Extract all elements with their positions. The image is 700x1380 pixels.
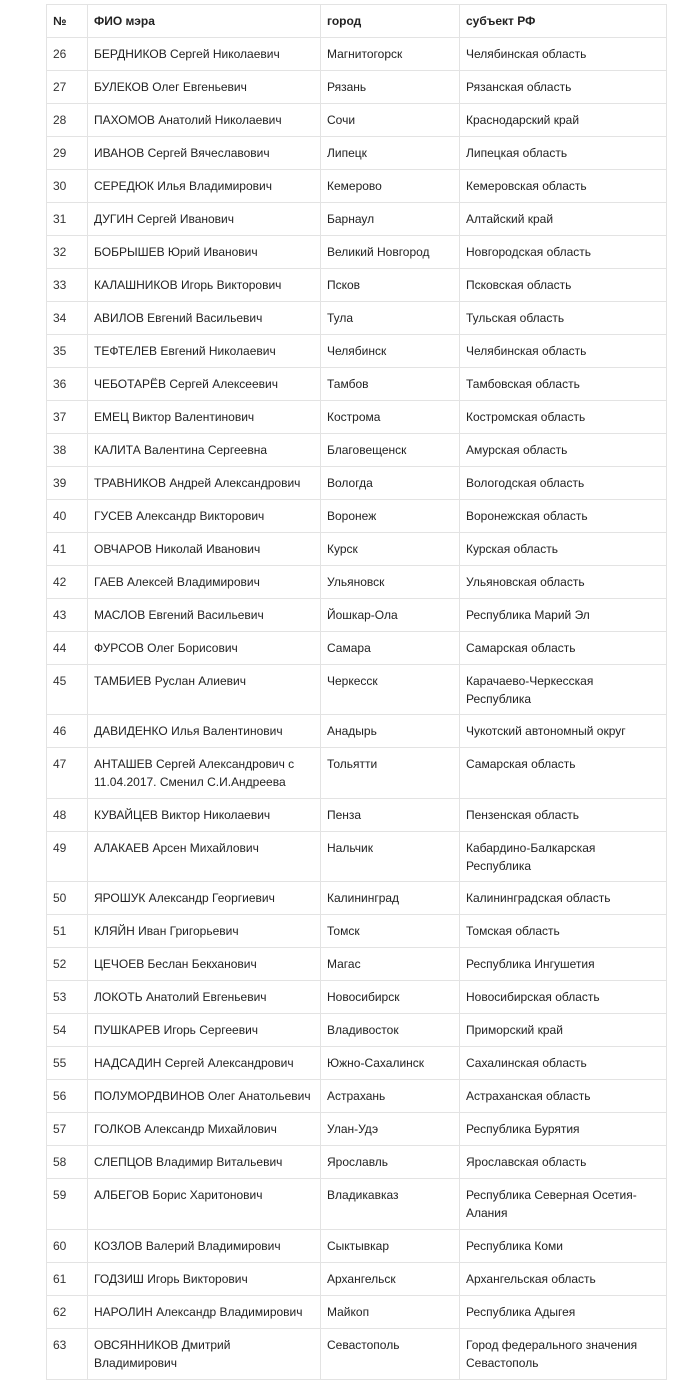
row-number: 28 bbox=[47, 104, 88, 137]
mayor-name: ТАМБИЕВ Руслан Алиевич bbox=[88, 665, 321, 715]
row-number: 57 bbox=[47, 1113, 88, 1146]
row-number: 43 bbox=[47, 599, 88, 632]
mayor-name: ОВЧАРОВ Николай Иванович bbox=[88, 533, 321, 566]
region: Вологодская область bbox=[460, 467, 667, 500]
mayor-name: МАСЛОВ Евгений Васильевич bbox=[88, 599, 321, 632]
city: Пенза bbox=[321, 799, 460, 832]
table-row bbox=[47, 104, 667, 137]
table-row bbox=[47, 434, 667, 467]
header-mayor-name: ФИО мэра bbox=[88, 5, 321, 38]
row-number: 39 bbox=[47, 467, 88, 500]
city: Псков bbox=[321, 269, 460, 302]
table-row bbox=[47, 71, 667, 104]
mayor-name: ГОДЗИШ Игорь Викторович bbox=[88, 1263, 321, 1296]
city: Новосибирск bbox=[321, 981, 460, 1014]
region: Тульская область bbox=[460, 302, 667, 335]
mayor-name: ДУГИН Сергей Иванович bbox=[88, 203, 321, 236]
row-number: 50 bbox=[47, 882, 88, 915]
region: Республика Адыгея bbox=[460, 1296, 667, 1329]
city: Барнаул bbox=[321, 203, 460, 236]
region: Сахалинская область bbox=[460, 1047, 667, 1080]
row-number: 37 bbox=[47, 401, 88, 434]
city: Астрахань bbox=[321, 1080, 460, 1113]
row-number: 27 bbox=[47, 71, 88, 104]
row-number: 58 bbox=[47, 1146, 88, 1179]
city: Севастополь bbox=[321, 1329, 460, 1380]
table-row bbox=[47, 566, 667, 599]
table-row bbox=[47, 1080, 667, 1113]
mayor-name: АЛБЕГОВ Борис Харитонович bbox=[88, 1179, 321, 1230]
mayor-name: КАЛАШНИКОВ Игорь Викторович bbox=[88, 269, 321, 302]
region: Республика Марий Эл bbox=[460, 599, 667, 632]
table-row bbox=[47, 170, 667, 203]
city: Архангельск bbox=[321, 1263, 460, 1296]
header-region: субъект РФ bbox=[460, 5, 667, 38]
table-body bbox=[47, 38, 667, 1380]
region: Тамбовская область bbox=[460, 368, 667, 401]
table-row bbox=[47, 599, 667, 632]
table-row bbox=[47, 269, 667, 302]
row-number: 59 bbox=[47, 1179, 88, 1230]
city: Улан-Удэ bbox=[321, 1113, 460, 1146]
table-row bbox=[47, 1146, 667, 1179]
table-row bbox=[47, 981, 667, 1014]
region: Город федерального значения Севастополь bbox=[460, 1329, 667, 1380]
row-number: 36 bbox=[47, 368, 88, 401]
region: Республика Бурятия bbox=[460, 1113, 667, 1146]
table-row bbox=[47, 715, 667, 748]
region: Республика Ингушетия bbox=[460, 948, 667, 981]
header-number: № bbox=[47, 5, 88, 38]
row-number: 30 bbox=[47, 170, 88, 203]
region: Приморский край bbox=[460, 1014, 667, 1047]
mayor-name: ТЕФТЕЛЕВ Евгений Николаевич bbox=[88, 335, 321, 368]
mayor-name: ГАЕВ Алексей Владимирович bbox=[88, 566, 321, 599]
city: Магнитогорск bbox=[321, 38, 460, 71]
table-row bbox=[47, 533, 667, 566]
mayor-name: ПОЛУМОРДВИНОВ Олег Анатольевич bbox=[88, 1080, 321, 1113]
mayors-table-container bbox=[46, 4, 666, 1380]
region: Новосибирская область bbox=[460, 981, 667, 1014]
row-number: 31 bbox=[47, 203, 88, 236]
row-number: 54 bbox=[47, 1014, 88, 1047]
city: Черкесск bbox=[321, 665, 460, 715]
mayors-table bbox=[46, 4, 667, 1380]
row-number: 45 bbox=[47, 665, 88, 715]
table-row bbox=[47, 1179, 667, 1230]
row-number: 61 bbox=[47, 1263, 88, 1296]
mayor-name: АНТАШЕВ Сергей Александрович с 11.04.2017. Сменил С.И.Андреева bbox=[88, 748, 321, 799]
region: Челябинская область bbox=[460, 335, 667, 368]
city: Майкоп bbox=[321, 1296, 460, 1329]
table-row bbox=[47, 882, 667, 915]
mayor-name: КАЛИТА Валентина Сергеевна bbox=[88, 434, 321, 467]
row-number: 52 bbox=[47, 948, 88, 981]
city: Курск bbox=[321, 533, 460, 566]
table-header-row bbox=[47, 5, 667, 38]
table-row bbox=[47, 748, 667, 799]
mayor-name: ЕМЕЦ Виктор Валентинович bbox=[88, 401, 321, 434]
row-number: 51 bbox=[47, 915, 88, 948]
city: Южно-Сахалинск bbox=[321, 1047, 460, 1080]
mayor-name: ЧЕБОТАРЁВ Сергей Алексеевич bbox=[88, 368, 321, 401]
city: Великий Новгород bbox=[321, 236, 460, 269]
mayor-name: КУВАЙЦЕВ Виктор Николаевич bbox=[88, 799, 321, 832]
row-number: 46 bbox=[47, 715, 88, 748]
row-number: 26 bbox=[47, 38, 88, 71]
city: Ярославль bbox=[321, 1146, 460, 1179]
row-number: 60 bbox=[47, 1230, 88, 1263]
city: Благовещенск bbox=[321, 434, 460, 467]
table-row bbox=[47, 236, 667, 269]
region: Архангельская область bbox=[460, 1263, 667, 1296]
table-row bbox=[47, 632, 667, 665]
region: Курская область bbox=[460, 533, 667, 566]
city: Анадырь bbox=[321, 715, 460, 748]
mayor-name: ГУСЕВ Александр Викторович bbox=[88, 500, 321, 533]
region: Томская область bbox=[460, 915, 667, 948]
region: Амурская область bbox=[460, 434, 667, 467]
table-row bbox=[47, 832, 667, 882]
region: Самарская область bbox=[460, 632, 667, 665]
table-row bbox=[47, 401, 667, 434]
table-row bbox=[47, 38, 667, 71]
mayor-name: СЕРЕДЮК Илья Владимирович bbox=[88, 170, 321, 203]
mayor-name: БОБРЫШЕВ Юрий Иванович bbox=[88, 236, 321, 269]
city: Ульяновск bbox=[321, 566, 460, 599]
mayor-name: БУЛЕКОВ Олег Евгеньевич bbox=[88, 71, 321, 104]
table-row bbox=[47, 1230, 667, 1263]
region: Кемеровская область bbox=[460, 170, 667, 203]
mayor-name: ЦЕЧОЕВ Беслан Бекханович bbox=[88, 948, 321, 981]
table-row bbox=[47, 1263, 667, 1296]
city: Тула bbox=[321, 302, 460, 335]
table-row bbox=[47, 1014, 667, 1047]
table-row bbox=[47, 915, 667, 948]
city: Тольятти bbox=[321, 748, 460, 799]
region: Новгородская область bbox=[460, 236, 667, 269]
table-row bbox=[47, 335, 667, 368]
region: Псковская область bbox=[460, 269, 667, 302]
region: Ульяновская область bbox=[460, 566, 667, 599]
mayor-name: НАДСАДИН Сергей Александрович bbox=[88, 1047, 321, 1080]
row-number: 55 bbox=[47, 1047, 88, 1080]
city: Владикавказ bbox=[321, 1179, 460, 1230]
region: Краснодарский край bbox=[460, 104, 667, 137]
city: Рязань bbox=[321, 71, 460, 104]
row-number: 35 bbox=[47, 335, 88, 368]
mayor-name: АВИЛОВ Евгений Васильевич bbox=[88, 302, 321, 335]
city: Челябинск bbox=[321, 335, 460, 368]
mayor-name: ПАХОМОВ Анатолий Николаевич bbox=[88, 104, 321, 137]
table-row bbox=[47, 665, 667, 715]
mayor-name: НАРОЛИН Александр Владимирович bbox=[88, 1296, 321, 1329]
mayor-name: ОВСЯННИКОВ Дмитрий Владимирович bbox=[88, 1329, 321, 1380]
city: Самара bbox=[321, 632, 460, 665]
mayor-name: ЛОКОТЬ Анатолий Евгеньевич bbox=[88, 981, 321, 1014]
region: Липецкая область bbox=[460, 137, 667, 170]
mayor-name: ДАВИДЕНКО Илья Валентинович bbox=[88, 715, 321, 748]
mayor-name: ТРАВНИКОВ Андрей Александрович bbox=[88, 467, 321, 500]
mayor-name: ФУРСОВ Олег Борисович bbox=[88, 632, 321, 665]
region: Челябинская область bbox=[460, 38, 667, 71]
header-city: город bbox=[321, 5, 460, 38]
region: Воронежская область bbox=[460, 500, 667, 533]
table-row bbox=[47, 1296, 667, 1329]
city: Владивосток bbox=[321, 1014, 460, 1047]
table-row bbox=[47, 302, 667, 335]
region: Костромская область bbox=[460, 401, 667, 434]
row-number: 53 bbox=[47, 981, 88, 1014]
region: Ярославская область bbox=[460, 1146, 667, 1179]
table-row bbox=[47, 799, 667, 832]
row-number: 44 bbox=[47, 632, 88, 665]
city: Вологда bbox=[321, 467, 460, 500]
row-number: 48 bbox=[47, 799, 88, 832]
region: Республика Северная Осетия-Алания bbox=[460, 1179, 667, 1230]
region: Республика Коми bbox=[460, 1230, 667, 1263]
mayor-name: ЯРОШУК Александр Георгиевич bbox=[88, 882, 321, 915]
region: Пензенская область bbox=[460, 799, 667, 832]
city: Кострома bbox=[321, 401, 460, 434]
region: Карачаево-Черкесская Республика bbox=[460, 665, 667, 715]
row-number: 56 bbox=[47, 1080, 88, 1113]
row-number: 42 bbox=[47, 566, 88, 599]
city: Магас bbox=[321, 948, 460, 981]
region: Алтайский край bbox=[460, 203, 667, 236]
mayor-name: АЛАКАЕВ Арсен Михайлович bbox=[88, 832, 321, 882]
mayor-name: СЛЕПЦОВ Владимир Витальевич bbox=[88, 1146, 321, 1179]
table-row bbox=[47, 368, 667, 401]
mayor-name: БЕРДНИКОВ Сергей Николаевич bbox=[88, 38, 321, 71]
mayor-name: КЛЯЙН Иван Григорьевич bbox=[88, 915, 321, 948]
table-row bbox=[47, 948, 667, 981]
city: Кемерово bbox=[321, 170, 460, 203]
table-row bbox=[47, 137, 667, 170]
city: Воронеж bbox=[321, 500, 460, 533]
mayor-name: ИВАНОВ Сергей Вячеславович bbox=[88, 137, 321, 170]
mayor-name: КОЗЛОВ Валерий Владимирович bbox=[88, 1230, 321, 1263]
row-number: 62 bbox=[47, 1296, 88, 1329]
region: Кабардино-Балкарская Республика bbox=[460, 832, 667, 882]
region: Калининградская область bbox=[460, 882, 667, 915]
region: Рязанская область bbox=[460, 71, 667, 104]
row-number: 32 bbox=[47, 236, 88, 269]
row-number: 49 bbox=[47, 832, 88, 882]
city: Тамбов bbox=[321, 368, 460, 401]
region: Астраханская область bbox=[460, 1080, 667, 1113]
table-row bbox=[47, 1113, 667, 1146]
row-number: 29 bbox=[47, 137, 88, 170]
region: Чукотский автономный округ bbox=[460, 715, 667, 748]
city: Сочи bbox=[321, 104, 460, 137]
city: Нальчик bbox=[321, 832, 460, 882]
table-row bbox=[47, 1047, 667, 1080]
region: Самарская область bbox=[460, 748, 667, 799]
city: Йошкар-Ола bbox=[321, 599, 460, 632]
row-number: 33 bbox=[47, 269, 88, 302]
row-number: 41 bbox=[47, 533, 88, 566]
table-row bbox=[47, 467, 667, 500]
table-row bbox=[47, 1329, 667, 1380]
table-row bbox=[47, 203, 667, 236]
row-number: 47 bbox=[47, 748, 88, 799]
row-number: 38 bbox=[47, 434, 88, 467]
table-row bbox=[47, 500, 667, 533]
city: Сыктывкар bbox=[321, 1230, 460, 1263]
row-number: 63 bbox=[47, 1329, 88, 1380]
row-number: 34 bbox=[47, 302, 88, 335]
city: Томск bbox=[321, 915, 460, 948]
mayor-name: ПУШКАРЕВ Игорь Сергеевич bbox=[88, 1014, 321, 1047]
city: Липецк bbox=[321, 137, 460, 170]
row-number: 40 bbox=[47, 500, 88, 533]
city: Калининград bbox=[321, 882, 460, 915]
mayor-name: ГОЛКОВ Александр Михайлович bbox=[88, 1113, 321, 1146]
